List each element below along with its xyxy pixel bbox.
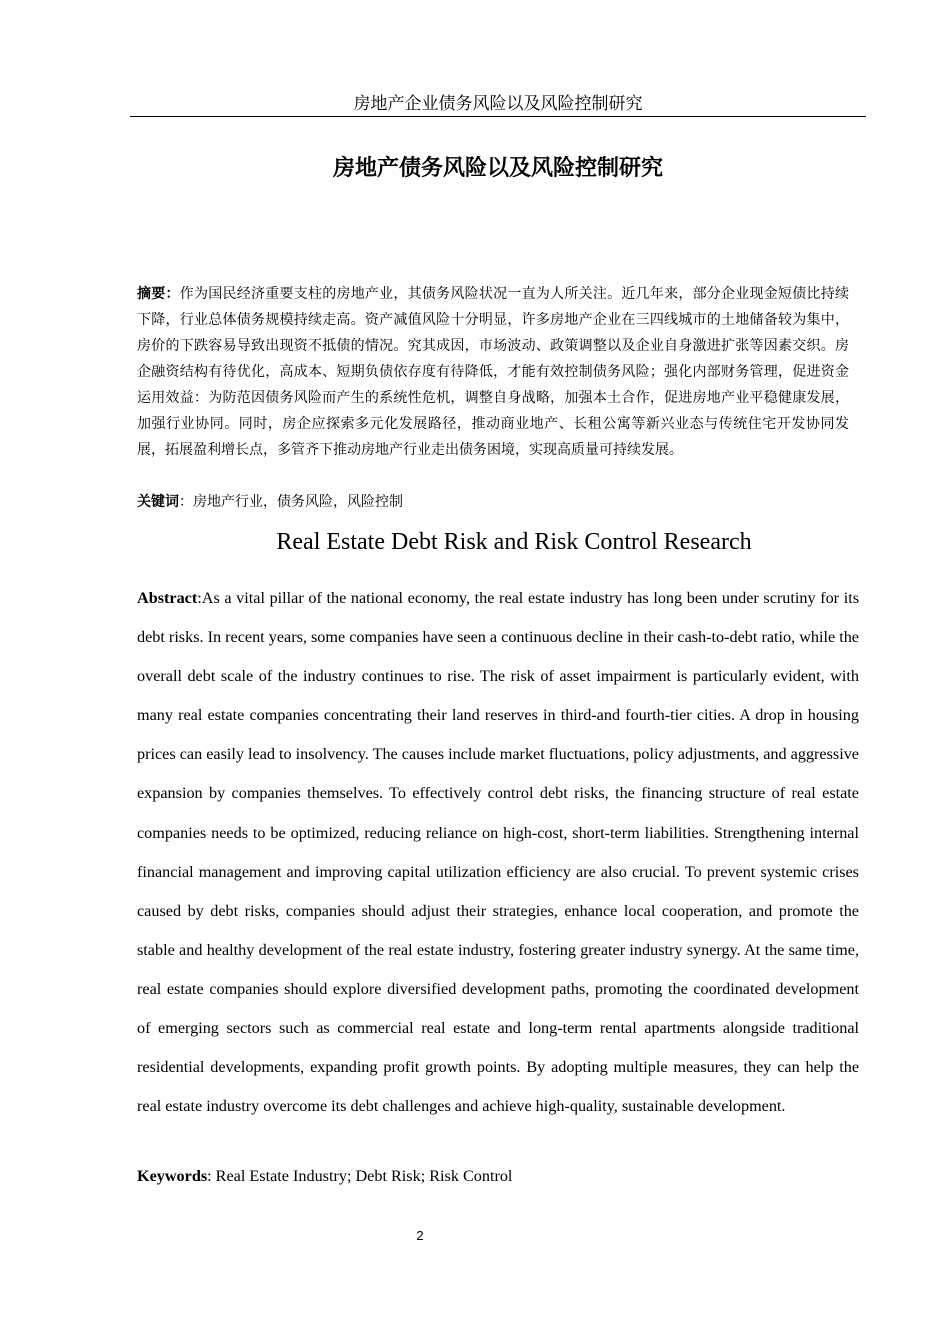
english-abstract-text: :As a vital pillar of the national economy, the real estate industry has long been under scrutiny for its debt risks. In recent years, some companies have seen a continuous decline in their cash-to-debt ratio, while the overall debt scale of the industry continues to rise. The risk of asset impairment is particularly evident, with many real estate companies concentrating their land reserves in third-and fourth-tier cities. A drop in housing prices can easily lead to insolvency. The causes include market fluctuations, policy adjustments, and aggressive expansion by companies themselves. To effectively control debt risks, the financing structure of real estate companies needs to be optimized, reducing reliance on high-cost, short-term liabilities. Strengthening internal financial management and improving capital utilization efficiency are also crucial. To prevent systemic crises caused by debt risks, companies should adjust their strategies, enhance local cooperation, and promote the stable and healthy development of the real estate industry, fostering greater industry synergy. At the same time, real estate companies should explore diversified development paths, promoting the coordinated development of emerging sectors such as commercial real estate and long-term rental apartments alongside traditional residential developments, expanding profit growth points. By adopting multiple measures, they can help the real estate industry overcome its debt challenges and achieve high-quality, sustainable development. (137, 589, 859, 1116)
chinese-keywords-text: ：房地产行业，债务风险，风险控制 (179, 494, 403, 510)
chinese-abstract-text: 作为国民经济重要支柱的房地产业，其债务风险状况一直为人所关注。近几年来，部分企业现金短债比持续下降，行业总体债务规模持续走高。资产减值风险十分明显，许多房地产企业在三四线城市的土地储备较为集中，房价的下跌容易导致出现资不抵债的情况。究其成因，市场波动、政策调整以及企业自身激进扩张等因素交织。房企融资结构有待优化，高成本、短期负债依存度有待降低，才能有效控制债务风险；强化内部财务管理，促进资金运用效益：为防范因债务风险而产生的系统性危机，调整自身战略，加强本土合作，促进房地产业平稳健康发展，加强行业协同。同时，房企应探索多元化发展路径，推动商业地产、长租公寓等新兴业态与传统住宅开发协同发展，拓展盈利增长点，多管齐下推动房地产行业走出债务困境，实现高质量可持续发展。 (137, 286, 850, 458)
chinese-keywords-label: 关键词 (137, 494, 179, 510)
english-abstract (137, 579, 859, 1126)
english-keywords-label: Keywords (137, 1167, 208, 1185)
chinese-abstract-label: 摘要： (137, 286, 180, 302)
english-keywords-text: : Real Estate Industry; Debt Risk; Risk Control (207, 1167, 513, 1185)
header-divider (130, 116, 866, 117)
english-abstract-label: Abstract (137, 589, 198, 607)
english-title: Real Estate Debt Risk and Risk Control Research (276, 529, 752, 555)
chinese-title: 房地产债务风险以及风险控制研究 (332, 156, 663, 181)
chinese-keywords (137, 489, 849, 515)
running-header: 房地产企业债务风险以及风险控制研究 (353, 94, 643, 114)
page-number: 2 (416, 1228, 424, 1243)
english-keywords (137, 1163, 859, 1189)
chinese-abstract (137, 281, 849, 463)
